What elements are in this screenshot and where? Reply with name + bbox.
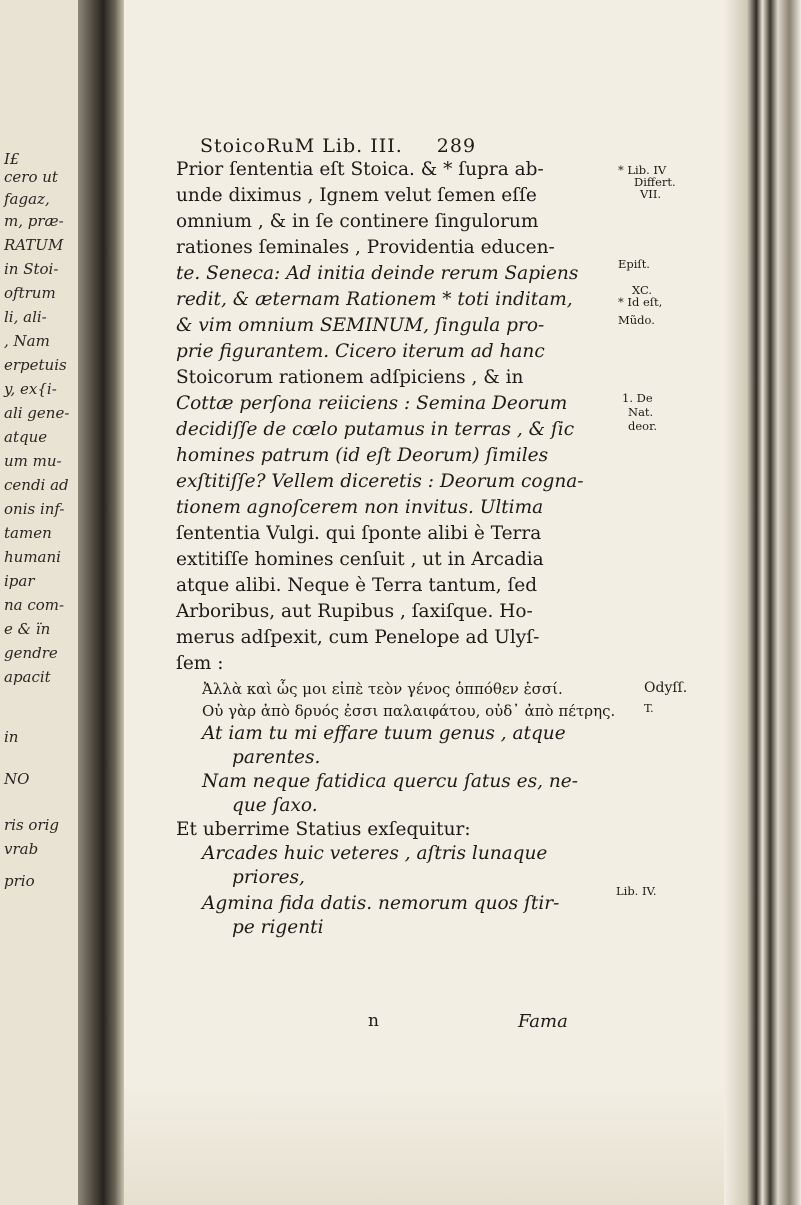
left-page-fragment: e & ïn	[4, 620, 51, 638]
left-page-fragment: prio	[4, 872, 35, 890]
left-page-fragment: ipar	[4, 572, 35, 590]
catchword: Fama	[518, 1011, 568, 1032]
margin-note: XC.	[632, 283, 653, 297]
left-page-fragment: in	[4, 728, 19, 746]
adjacent-page-strip	[0, 0, 78, 1205]
left-page-fragment: oftrum	[4, 284, 56, 302]
margin-note: 1. De	[622, 391, 653, 405]
left-page-fragment: erpetuis	[4, 356, 67, 374]
left-page-fragment: I£	[4, 150, 20, 168]
text-line: parentes.	[232, 747, 321, 768]
left-page-fragment: NO	[4, 770, 30, 788]
text-line: pe rigenti	[232, 917, 324, 938]
left-page-fragment: in Stoi-	[4, 260, 59, 278]
left-page-fragment: cero ut	[4, 168, 58, 186]
signature-mark: n	[368, 1011, 379, 1031]
text-line: Nam neque fatidica quercu ſatus es, ne-	[202, 771, 578, 792]
text-line: omnium , & in ſe continere ſingulorum	[176, 211, 539, 232]
text-line: merus adſpexit, cum Penelope ad Ulyſ-	[176, 627, 540, 648]
left-page-fragment: um mu-	[4, 452, 62, 470]
text-line: priores,	[232, 867, 305, 888]
text-line: unde diximus , Ignem velut ſemen eſſe	[176, 185, 537, 206]
margin-note: VII.	[640, 187, 662, 201]
text-line: prie figurantem. Cicero iterum ad hanc	[176, 341, 545, 362]
text-line: Arcades huic veteres , aſtris lunaque	[202, 843, 548, 864]
left-page-fragment: vrab	[4, 840, 39, 858]
book-gutter	[78, 0, 124, 1205]
left-page-fragment: li, ali-	[4, 308, 47, 326]
running-head	[200, 135, 476, 157]
left-page-fragment: ali gene-	[4, 404, 70, 422]
text-line: que ſaxo.	[232, 795, 318, 816]
text-line: Stoicorum rationem adſpiciens , & in	[176, 367, 524, 388]
text-line: ſententia Vulgi. qui ſponte alibi è Terra	[176, 523, 542, 544]
left-page-fragment: RATUM	[4, 236, 64, 254]
left-page-fragment: cendi ad	[4, 476, 69, 494]
margin-note: Odyſſ.	[644, 680, 688, 696]
margin-note: * Id eſt,	[618, 295, 663, 309]
margin-note: Epiſt.	[618, 257, 650, 271]
text-line: Prior ſententia eſt Stoica. & * ſupra ab-	[176, 159, 544, 180]
margin-note: Mũdo.	[618, 313, 655, 327]
text-line: redit, & æternam Rationem * toti inditam,	[176, 289, 573, 310]
left-page-fragment: onis inf-	[4, 500, 65, 518]
left-page-fragment: y, ex{i-	[4, 380, 57, 398]
margin-note: Nat.	[628, 405, 654, 419]
margin-note: T.	[644, 701, 654, 715]
text-line: & vim omnium SEMINUM, ſingula pro-	[176, 315, 545, 336]
text-line: extitiſſe homines cenſuit , ut in Arcadia	[176, 549, 544, 570]
text-line: exſtitiſſe? Vellem diceretis : Deorum cogna-	[176, 471, 584, 492]
margin-note: * Lib. IV	[618, 163, 667, 177]
margin-note: Differt.	[634, 175, 676, 189]
left-page-fragment: ris orig	[4, 816, 60, 834]
text-line: Et uberrime Statius exſequitur:	[176, 819, 471, 840]
left-page-fragment: m, præ-	[4, 212, 64, 230]
text-line: tionem agnoſcerem non invitus. Ultima	[176, 497, 544, 518]
page-fore-edge	[724, 0, 801, 1205]
text-line: decidiſſe de cœlo putamus in terras , & ſic	[176, 419, 575, 440]
margin-note: deor.	[628, 419, 657, 433]
text-line: homines patrum (id eſt Deorum) ſimiles	[176, 445, 549, 466]
text-line: Ἀλλὰ καὶ ὧς μοι εἰπὲ τεὸν γένος ὁππόθεν ἐσσί.	[202, 680, 563, 698]
text-line: atque alibi. Neque è Terra tantum, ſed	[176, 575, 538, 596]
text-line: te. Seneca: Ad initia deinde rerum Sapiens	[176, 263, 579, 284]
left-page-fragment: apacit	[4, 668, 51, 686]
left-page-fragment: atque	[4, 428, 48, 446]
left-page-fragment: , Nam	[4, 332, 50, 350]
left-page-fragment: tamen	[4, 524, 52, 542]
text-line: ſem :	[176, 653, 224, 674]
running-head-title: StoicoRuM Lib. III.	[200, 135, 403, 157]
text-line: At iam tu mi effare tuum genus , atque	[202, 723, 566, 744]
text-line: Cottæ perſona reiiciens : Semina Deorum	[176, 393, 568, 414]
page-number: 289	[436, 135, 477, 157]
text-line: Agmina fida datis. nemorum quos ſtir-	[202, 893, 560, 914]
left-page-fragment: fagaz,	[4, 190, 50, 208]
left-page-fragment: gendre	[4, 644, 58, 662]
text-line: Arboribus, aut Rupibus , ſaxiſque. Ho-	[176, 601, 533, 622]
left-page-fragment: humani	[4, 548, 61, 566]
margin-note: Lib. IV.	[616, 884, 657, 898]
text-line: Οὐ γὰρ ἀπὸ δρυός ἐσσι παλαιφάτου, οὐδ᾽ ἀπὸ πέτρης.	[202, 702, 616, 720]
text-line: rationes ſeminales , Providentia educen-	[176, 237, 555, 258]
left-page-fragment: na com-	[4, 596, 65, 614]
